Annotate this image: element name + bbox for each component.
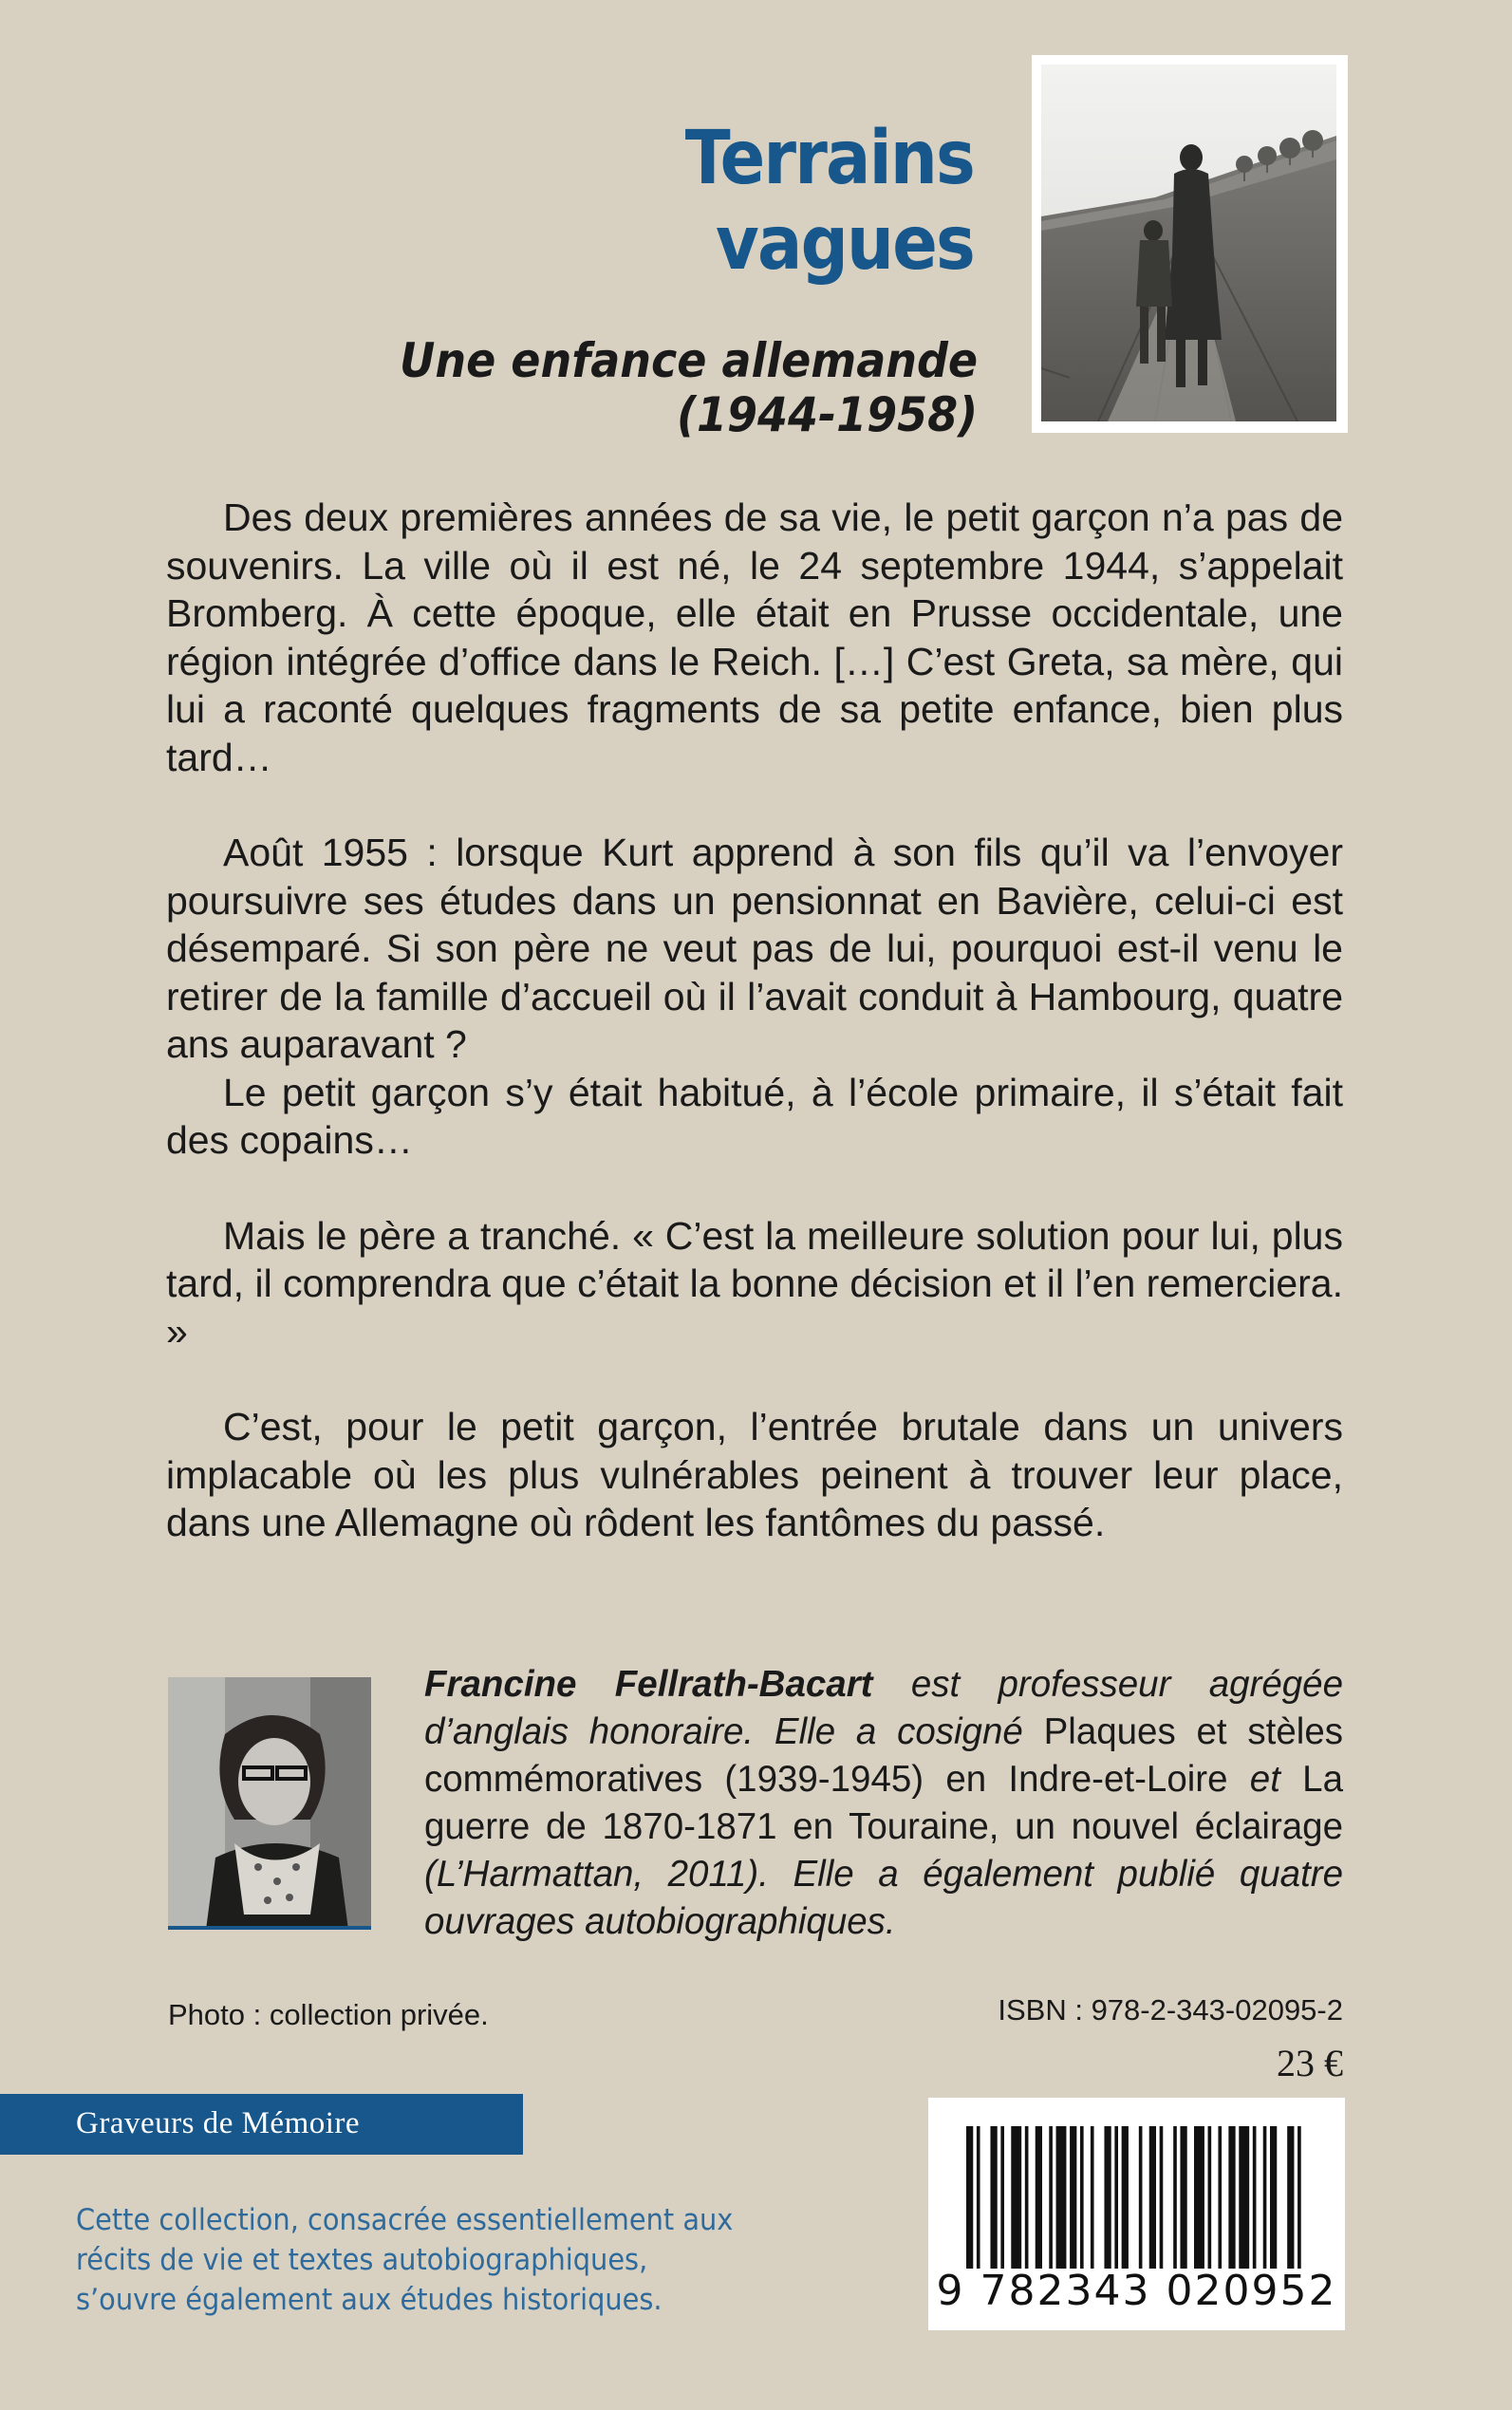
isbn: ISBN : 978-2-343-02095-2 (998, 1993, 1343, 2027)
author-photo (168, 1677, 371, 1930)
book-title-line-2: vagues (716, 201, 974, 287)
price: 23 € (1277, 2042, 1343, 2084)
barcode-bar (1149, 2126, 1156, 2269)
barcode-bar (1036, 2126, 1042, 2269)
paragraph-3: Le petit garçon s’y était habitué, à l’école primaire, il s’était fait des copains… (166, 1070, 1343, 1162)
barcode-bar (1194, 2126, 1204, 2269)
barcode-bar (1091, 2126, 1094, 2269)
barcode-bar (1025, 2126, 1029, 2269)
author-bio-part-1: est professeur agrégée d’anglais honoraire. Elle a cosigné (424, 1664, 1343, 1752)
barcode-bar (1228, 2126, 1235, 2269)
author-portrait-image (168, 1677, 371, 1930)
barcode-bar (1208, 2126, 1212, 2269)
paragraph-1: Des deux premières années de sa vie, le petit garçon n’a pas de souvenirs. La ville où il est né, le 24 septembre 1944, s’appelait Bromberg. À cette époque, elle était en Prusse occidentale, une région intégrée d’office dans le Reich. […] C’est Greta, sa mère, qui lui a raconté quelques fragments de sa petite enfance, bien plus tard… (166, 495, 1343, 779)
collection-name: Graveurs de Mémoire (76, 2106, 361, 2140)
barcode-bar (1070, 2126, 1076, 2269)
author-book-2: La guerre de 1870-1871 en Touraine, un nouvel éclairage (424, 1759, 1343, 1847)
barcode-bar (1011, 2126, 1021, 2269)
barcode-bar (977, 2126, 980, 2269)
book-title-line-1: Terrains (684, 116, 974, 201)
barcode-bar (1173, 2126, 1177, 2269)
barcode-bar (1239, 2126, 1249, 2269)
barcode-bar (1160, 2126, 1164, 2269)
paragraph-2: Août 1955 : lorsque Kurt apprend à son fils qu’il va l’envoyer poursuivre ses études dans un pensionnat en Bavière, celui-ci est désemparé. Si son père ne veut pas de lui, pourquoi est-il venu le retirer de la famille d’accueil où il l’avait conduit à Hambourg, quatre ans auparavant ? (166, 831, 1343, 1066)
paragraph-4: Mais le père a tranché. « C’est la meilleure solution pour lui, plus tard, il comprendra que c’était la bonne décision et il l’en remerciera. » (166, 1213, 1343, 1354)
barcode-bar (1253, 2126, 1257, 2269)
cover-photo-image (1041, 65, 1336, 421)
author-bio (424, 1661, 1343, 1946)
barcode-bar (966, 2126, 973, 2269)
barcode-bar (1104, 2126, 1111, 2269)
barcode (928, 2098, 1345, 2330)
barcode-bar (1263, 2126, 1267, 2269)
barcode-bar (1056, 2126, 1067, 2269)
barcode-bar (1218, 2126, 1222, 2269)
author-bio-part-3: (L’Harmattan, 2011). Elle a également publié quatre ouvrages autobiographiques. (424, 1854, 1343, 1942)
book-subtitle-line-2: (1944-1958) (676, 387, 978, 442)
author-bio-part-2: et (1227, 1759, 1303, 1800)
barcode-bar (1080, 2126, 1084, 2269)
author-book-1: Plaques et stèles commémoratives (1939-1945) en Indre-et-Loire (424, 1711, 1343, 1800)
barcode-bar (1270, 2126, 1277, 2269)
author-name: Francine Fellrath-Bacart (424, 1664, 873, 1705)
barcode-digits: 9 782343 020952 (936, 2267, 1337, 2315)
barcode-bar (1139, 2126, 1143, 2269)
book-subtitle-line-1: Une enfance allemande (399, 333, 978, 388)
barcode-bar (1114, 2126, 1118, 2269)
barcode-bar (1000, 2126, 1004, 2269)
book-title (685, 116, 974, 287)
barcode-bar (1180, 2126, 1186, 2269)
barcode-bar (1049, 2126, 1053, 2269)
paragraph-5: C’est, pour le petit garçon, l’entrée brutale dans un univers implacable où les plus vulnérables peinent à trouver leur place, dans une Allemagne où rôdent les fantômes du passé. (166, 1405, 1343, 1544)
photo-credit: Photo : collection privée. (168, 1998, 489, 2031)
back-cover-text (166, 494, 1343, 1547)
cover-photo (1032, 55, 1348, 433)
barcode-bar (990, 2126, 997, 2269)
collection-description: Cette collection, consacrée essentiellement aux récits de vie et textes autobiographiques, s’ouvre également aux études historiques. (76, 2203, 734, 2317)
barcode-bar (1122, 2126, 1129, 2269)
book-subtitle (400, 334, 978, 442)
barcode-bar (1297, 2126, 1301, 2269)
barcode-bar (1287, 2126, 1294, 2269)
barcode-bars (966, 2126, 1308, 2269)
